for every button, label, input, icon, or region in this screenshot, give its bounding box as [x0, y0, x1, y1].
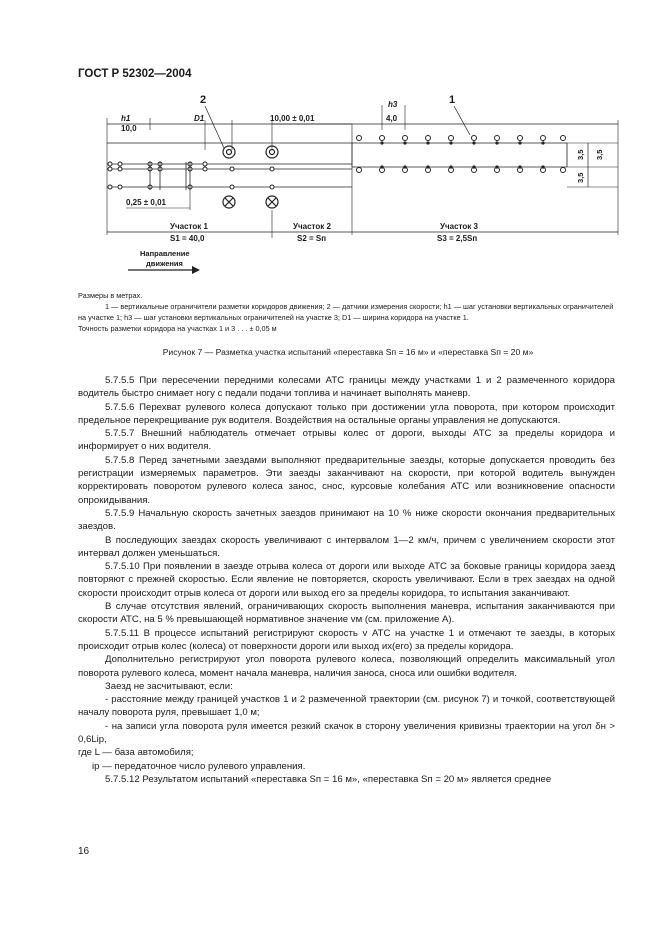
paragraph: 5.7.5.11 В процессе испытаний регистрируют скорость v АТС на участке 1 и отмечают те заезды, в которых происходит отрыв колес (колеса) от поверхности дороги или выход их(его) за пределы коридора. [78, 627, 615, 652]
section-3-label: Участок 3 [440, 222, 478, 231]
h3-value: 4,0 [386, 114, 398, 123]
paragraph: В последующих заездах скорость увеличивают с интервалом 1—2 км/ч, причем с увеличением скорости этот интервал должен уменьшаться. [78, 534, 615, 559]
corridor-markers-section-1 [108, 162, 274, 189]
paragraph: 5.7.5.8 Перед зачетными заездами выполняют предварительные заезды, которые допускается проводить без регистрации измеряемых параметров. Эти заезды заканчивают на скорости, при которой водитель вынужден корректировать поворотом рулевого колеса занос, снос, курсовые колебания АТС или возникновение опасности опрокидывания. [78, 454, 615, 506]
h3-label: h3 [388, 100, 398, 109]
v-dim-2: 3,5 [576, 172, 585, 183]
d1-label: D1 [194, 114, 205, 123]
h1-value: 10,0 [121, 124, 137, 133]
body-text [78, 374, 615, 786]
paragraph: iр — передаточное число рулевого управления. [92, 760, 306, 772]
paragraph: В случае отсутствия явлений, ограничивающих скорость выполнения маневра, испытания заканчиваются при скорости АТС, на 5 % превышающей нормативное значение vм (см. приложение А). [78, 601, 615, 626]
figure-caption: Рисунок 7 — Разметка участка испытаний «переставка Sп = 16 м» и «переставка Sп = 20 м» [162, 347, 534, 357]
dim-10-label: 10,00 ± 0,01 [270, 114, 315, 123]
paragraph: 5.7.5.12 Результатом испытаний «переставка Sп = 16 м», «переставка Sп = 20 м» является среднее [105, 773, 552, 785]
section-1-label: Участок 1 [170, 222, 208, 231]
direction-label-1: Направление [140, 249, 190, 258]
corridor-dots-section-3 [380, 141, 544, 168]
paragraph: где L — база автомобиля; [78, 747, 194, 759]
page-number: 16 [78, 846, 90, 857]
paragraph: 5.7.5.5 При пересечении передними колесами АТС границы между участками 1 и 2 размеченного коридора водитель быстро снимает ногу с педали подачи топлива и начинает выполнять маневр. [78, 375, 615, 400]
v-dim-3: 3,5 [595, 149, 604, 160]
dim-025-label: 0,25 ± 0,01 [126, 198, 166, 207]
paragraph: Дополнительно регистрируют угол поворота рулевого колеса, позволяющий определить максимальный угол поворота рулевого колеса, момент начала маневра, наличия заноса, сноса или ошибки водителя. [78, 654, 615, 679]
speed-sensors [223, 146, 278, 208]
paragraph: Заезд не засчитывают, если: [105, 680, 233, 692]
section-2-formula: S2 = Sп [297, 234, 327, 243]
figure-7-diagram [0, 0, 661, 290]
units-note: Размеры в метрах. [78, 291, 143, 300]
callout-1: 1 [449, 94, 456, 106]
paragraph: - расстояние между границей участков 1 и 2 размеченной траектории (см. рисунок 7) и точкой, соответствующей началу поворота руля, превышает 1,0 м; [78, 694, 615, 719]
callout-2: 2 [200, 94, 207, 106]
figure-notes [78, 290, 617, 334]
paragraph: 5.7.5.10 При появлении в заезде отрыва колеса от дороги или выходе АТС за боковые границы коридора заезд повторяют с прежней скоростью. Если явление не повторяется, скорость увеличивают. Если в трех заездах на одной скорости происходит отрыв колеса от дороги или выход его за пределы коридора, то испытания заканчивают. [78, 561, 615, 599]
paragraph: 5.7.5.9 Начальную скорость зачетных заездов принимают на 10 % ниже скорости окончания предварительных заездов. [78, 507, 615, 533]
accuracy-note: Точность разметки коридора на участках 1 и 3 . . . ± 0,05 м [78, 324, 277, 333]
legend-note: 1 — вертикальные ограничители разметки коридоров движения; 2 — датчики измерения скорости; h1 — шаг установки вертикальных ограничителей на участке 1; h3 — шаг установки вертикальных ограничителей на участке 3; D1 — ширина коридора на участке 1. [78, 302, 614, 322]
paragraph: - на записи угла поворота руля имеется резкий скачок в сторону увеличения кривизны траектории на угол δн > 0,6Liр, [78, 720, 615, 746]
v-dim-1: 3,5 [576, 149, 585, 160]
h1-label: h1 [121, 114, 131, 123]
section-1-formula: S1 = 40,0 [170, 234, 205, 243]
paragraph: 5.7.5.7 Внешний наблюдатель отмечает отрывы колес от дороги, выходы АТС за пределы коридора и информирует о них водителя. [78, 428, 615, 453]
section-3-formula: S3 = 2,5Sп [437, 234, 478, 243]
section-2-label: Участок 2 [293, 222, 331, 231]
document-header: ГОСТ Р 52302—2004 [78, 68, 192, 80]
paragraph: 5.7.5.6 Перехват рулевого колеса допускают только при достижении угла поворота, при котором происходит предельное перекрещивание рук водителя. Воздействия на остальные органы управления не допускаются. [78, 401, 615, 426]
direction-label-2: движения [146, 259, 183, 268]
